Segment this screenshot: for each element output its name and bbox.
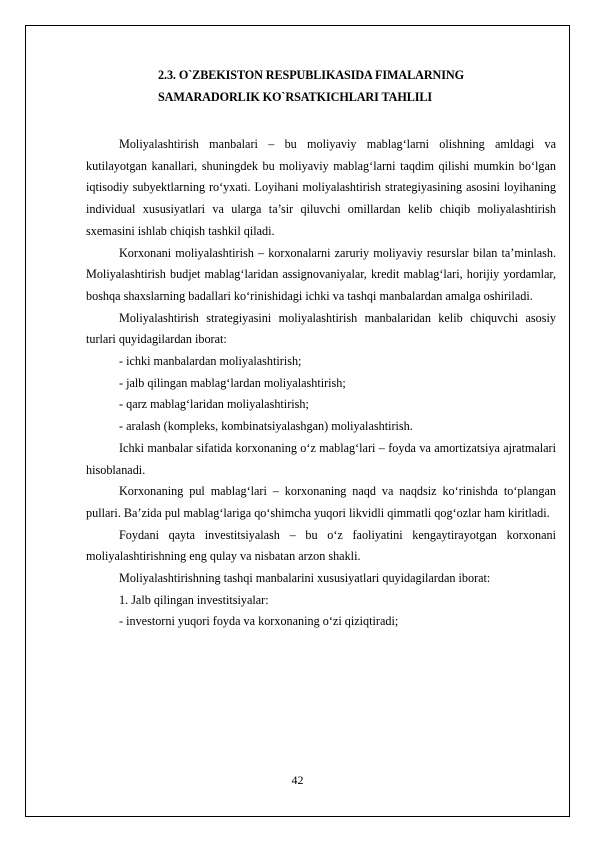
list-item-attracted-funds: - jalb qilingan mablag‘lardan moliyalashtirish; xyxy=(119,375,346,390)
paragraph-reinvestment: Foydani qayta investitsiyalash – bu o‘z faoliyatini kengaytirayotgan korxonani moliyalashtirishning eng qulay va nisbatan arzon shakli. xyxy=(86,527,556,564)
list-item-attracted-investments: 1. Jalb qilingan investitsiyalar: xyxy=(119,592,269,607)
body-text xyxy=(86,134,556,633)
paragraph-cash-funds: Korxonaning pul mablag‘lari – korxonaning naqd va naqdsiz ko‘rinishda to‘plangan pullari. Ba’zida pul mablag‘lariga qo‘shimcha yuqori likvidli qimmatli qog‘ozlar ham kiritladi. xyxy=(86,484,556,520)
list-item-borrowed-funds: - qarz mablag‘laridan moliyalashtirish; xyxy=(119,397,309,412)
section-heading xyxy=(158,64,558,108)
paragraph-strategy-types: Moliyalashtirish strategiyasini moliyalashtirish manbalaridan kelib chiquvchi asosiy turlari quyidagilardan iborat: xyxy=(86,310,556,347)
page-number: 42 xyxy=(291,773,304,787)
paragraph-enterprise-financing: Korxonani moliyalashtirish – korxonalarni zaruriy moliyaviy resurslar bilan ta’minlash. Moliyalashtirish budjet mablag‘laridan assignovaniyalar, kredit mablag‘lari, horijiy yordamlar, boshqa shaxslarning badallari ko‘rinishidagi ichki va tashqi manbalardan amalga oshiriladi. xyxy=(86,245,556,303)
paragraph-financing-sources: Moliyalashtirish manbalari – bu moliyaviy mablag‘larni olishning amldagi va kutilayotgan kanallari, shuningdek bu moliyaviy mablag‘larni taqdim qilishi mumkin bo‘lgan iqtisodiy subyektlarning ro‘yxati. Loyihani moliyalashtirish strategiyasining asosini loyihaning individual xususiyatlari va ularga ta’sir qiluvchi omillardan kelib chiqib moliyalashtirish sxemasini ishlab chiqish tashkil qiladi. xyxy=(86,137,556,238)
list-item-internal-sources: - ichki manbalardan moliyalashtirish; xyxy=(119,354,302,369)
list-item-mixed-financing: - aralash (kompleks, kombinatsiyalashgan) moliyalashtirish. xyxy=(119,419,413,434)
section-heading-line-2: SAMARADORLIK KO`RSATKICHLARI TAHLILI xyxy=(158,90,433,104)
paragraph-internal-sources: Ichki manbalar sifatida korxonaning o‘z mablag‘lari – foyda va amortizatsiya ajratmalari hisoblanadi. xyxy=(86,440,556,477)
section-heading-line-1: 2.3. O`ZBEKISTON RESPUBLIKASIDA FIMALARNING xyxy=(158,68,464,82)
list-item-investor-interest: - investorni yuqori foyda va korxonaning o‘zi qiziqtiradi; xyxy=(119,614,399,629)
paragraph-external-sources: Moliyalashtirishning tashqi manbalarini xususiyatlari quyidagilardan iborat: xyxy=(119,571,491,586)
